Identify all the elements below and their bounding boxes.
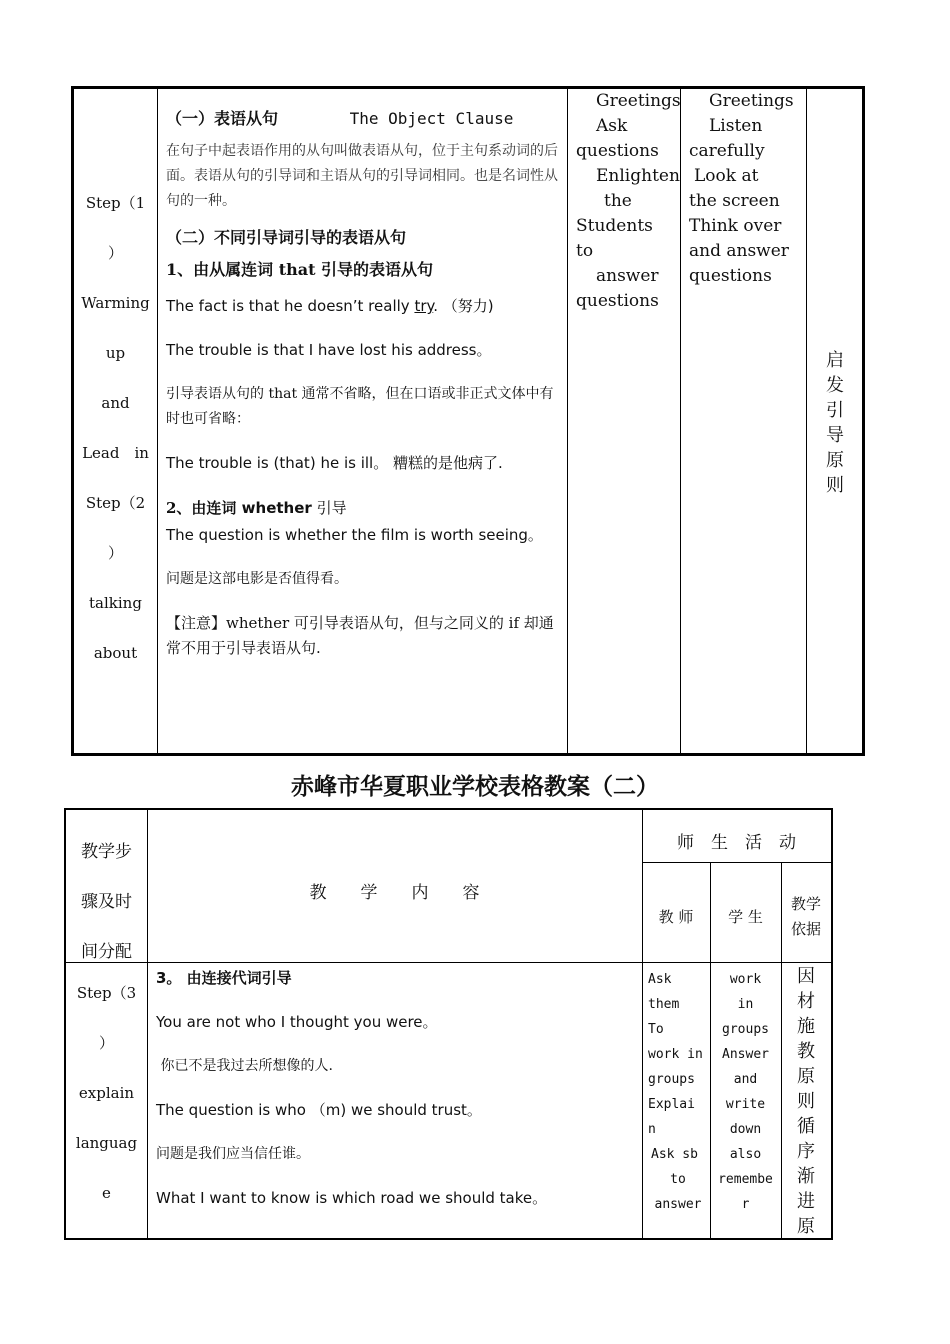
- step-line: e: [102, 1184, 111, 1202]
- underlined-word: try: [414, 297, 434, 315]
- step-line: and: [101, 394, 130, 412]
- example-4: The question is whether the film is worth seeing。: [166, 526, 543, 544]
- step-cell: [74, 178, 157, 678]
- heading-keyword: whether: [241, 499, 312, 517]
- header-teacher: 教 师: [658, 908, 694, 926]
- basis-char: 材: [797, 991, 815, 1012]
- teacher-line: answer: [654, 1197, 702, 1212]
- step-line: Step（1: [85, 194, 146, 212]
- teacher-line: questions: [576, 291, 659, 311]
- example-text: The fact is that he doesn’t really: [166, 297, 415, 315]
- teacher-line: Greetings: [596, 91, 681, 111]
- example-2-translation: 问题是我们应当信任谁。: [156, 1146, 310, 1162]
- student-line: Look at: [694, 166, 759, 186]
- row-divider: [642, 862, 831, 863]
- student-line: Think over: [689, 216, 782, 236]
- student-line: the screen: [689, 191, 780, 211]
- heading-introducers: （二）不同引导词引导的表语从句: [166, 228, 407, 247]
- note-that: 引导表语从句的 that 通常不省略，但在口语或非正式文体中有时也可省略：: [166, 386, 554, 427]
- step-line: ）: [107, 544, 123, 562]
- header-step-line: 教学步: [81, 842, 132, 862]
- basis-char: 原: [797, 1066, 815, 1087]
- teacher-line: Enlighten: [596, 166, 680, 186]
- teaching-basis-cell: [806, 348, 864, 498]
- step-line: ）: [107, 244, 123, 262]
- example-3: The trouble is (that) he is ill。 糟糕的是他病了.: [166, 454, 503, 472]
- student-line: remembe: [718, 1172, 773, 1187]
- header-student: 学 生: [728, 908, 763, 926]
- column-divider: [567, 89, 568, 753]
- step-line: Warming: [81, 294, 150, 312]
- teacher-line: To: [648, 1022, 664, 1037]
- example-2: The trouble is that I have lost his address。: [166, 341, 492, 359]
- definition-paragraph: 在句子中起表语作用的从句叫做表语从句，位于主句系动词的后面。表语从句的引导词和主语从句的引导词相同。也是名词性从句的一种。: [166, 143, 558, 209]
- header-step-line: 间分配: [81, 942, 132, 962]
- step-line: Lead in: [82, 444, 149, 462]
- teacher-activity-cell: [648, 967, 708, 1217]
- basis-char: 教: [797, 1041, 815, 1062]
- step-line: Step（2: [85, 494, 146, 512]
- heading-text: 引导: [311, 499, 347, 517]
- step-line: Step（3: [76, 984, 137, 1002]
- student-line: and answer: [689, 241, 789, 261]
- teacher-line: Ask sb: [651, 1147, 698, 1162]
- basis-char: 发: [826, 375, 844, 396]
- teacher-line: work in: [648, 1047, 703, 1062]
- student-line: Greetings: [709, 91, 794, 111]
- teacher-line: Students to: [576, 216, 653, 261]
- teacher-activity-cell: [576, 89, 681, 314]
- basis-char: 循: [797, 1116, 815, 1137]
- basis-char: 原: [826, 450, 844, 471]
- student-line: groups: [722, 1022, 769, 1037]
- basis-char: 施: [797, 1016, 815, 1037]
- basis-char: 启: [826, 350, 844, 371]
- example-1: You are not who I thought you were。: [156, 1013, 438, 1031]
- student-line: carefully: [689, 141, 765, 161]
- heading-whether: [166, 496, 561, 521]
- student-line: down: [729, 1122, 762, 1137]
- basis-char: 导: [826, 425, 844, 446]
- step-line: up: [105, 344, 126, 362]
- student-line: Listen: [709, 116, 763, 136]
- header-activity: 师 生 活 动: [677, 833, 796, 853]
- content-cell: [156, 966, 636, 1211]
- step-line: languag: [75, 1134, 138, 1152]
- lesson-table-1: [71, 86, 865, 756]
- step-line: talking: [89, 594, 142, 612]
- basis-char: 则: [826, 475, 844, 496]
- header-basis: [781, 892, 831, 942]
- step-line: about: [93, 644, 138, 662]
- basis-char: 序: [797, 1141, 815, 1162]
- student-line: questions: [689, 266, 772, 286]
- example-4-translation: 问题是这部电影是否值得看。: [166, 571, 348, 587]
- teacher-line: the: [604, 191, 632, 211]
- teacher-line: them: [648, 997, 680, 1012]
- header-basis-line: 教学: [790, 895, 821, 913]
- step-line: explain: [78, 1084, 135, 1102]
- basis-char: 因: [797, 966, 815, 987]
- example-2: The question is who （m) we should trust。: [156, 1101, 482, 1119]
- student-line: work: [729, 972, 762, 987]
- step-line: ）: [98, 1034, 114, 1052]
- column-divider: [642, 810, 643, 1238]
- heading-text: 2、由连词: [166, 499, 242, 517]
- basis-char: 则: [797, 1091, 815, 1112]
- heading-object-clause: [166, 105, 561, 133]
- teacher-line: to: [670, 1172, 686, 1187]
- student-line: Answer: [722, 1047, 769, 1062]
- header-content: 教 学 内 容: [309, 883, 480, 903]
- student-line: r: [741, 1197, 750, 1212]
- teacher-line: groups: [648, 1072, 695, 1087]
- basis-char: 进: [797, 1191, 815, 1212]
- example-text: . （努力): [433, 297, 494, 315]
- basis-char: 原: [797, 1216, 815, 1237]
- column-divider: [157, 89, 158, 753]
- basis-char: 引: [826, 400, 844, 421]
- header-step-line: 骤及时: [81, 892, 132, 912]
- teacher-line: Ask: [596, 116, 628, 136]
- header-basis-line: 依据: [790, 920, 821, 938]
- student-line: and: [733, 1072, 758, 1087]
- header-step: [66, 827, 147, 977]
- basis-char: 渐: [797, 1166, 815, 1187]
- column-divider: [680, 89, 681, 753]
- student-line: in: [737, 997, 754, 1012]
- teacher-line: Ask: [648, 972, 672, 987]
- teacher-line: answer: [596, 266, 659, 286]
- teacher-line: Explai: [648, 1097, 695, 1112]
- student-activity-cell: [710, 967, 781, 1217]
- note-whether: 【注意】whether 可引导表语从句，但与之同义的 if 却通常不用于引导表语从句.: [166, 614, 554, 657]
- example-1-translation: 你已不是我过去所想像的人.: [156, 1058, 333, 1074]
- heading-en: The Object Clause: [349, 109, 514, 128]
- teacher-line: questions: [576, 141, 659, 161]
- content-cell: [166, 105, 561, 661]
- step-cell: [66, 968, 147, 1218]
- student-activity-cell: [689, 89, 801, 289]
- example-1: [166, 294, 561, 319]
- heading-that: 1、由从属连词 that 引导的表语从句: [166, 260, 434, 279]
- row-divider: [66, 962, 831, 963]
- column-divider: [147, 810, 148, 1238]
- lesson-table-2: [64, 808, 833, 1240]
- teaching-basis-cell: [781, 964, 831, 1239]
- example-3: What I want to know is which road we should take。: [156, 1189, 548, 1207]
- section-title: 赤峰市华夏职业学校表格教案（二）: [291, 773, 659, 800]
- teacher-line: n: [648, 1122, 656, 1137]
- heading-pronoun: 3。 由连接代词引导: [156, 969, 292, 987]
- student-line: also: [729, 1147, 762, 1162]
- student-line: write: [725, 1097, 766, 1112]
- heading-cn: （一）表语从句: [166, 109, 279, 128]
